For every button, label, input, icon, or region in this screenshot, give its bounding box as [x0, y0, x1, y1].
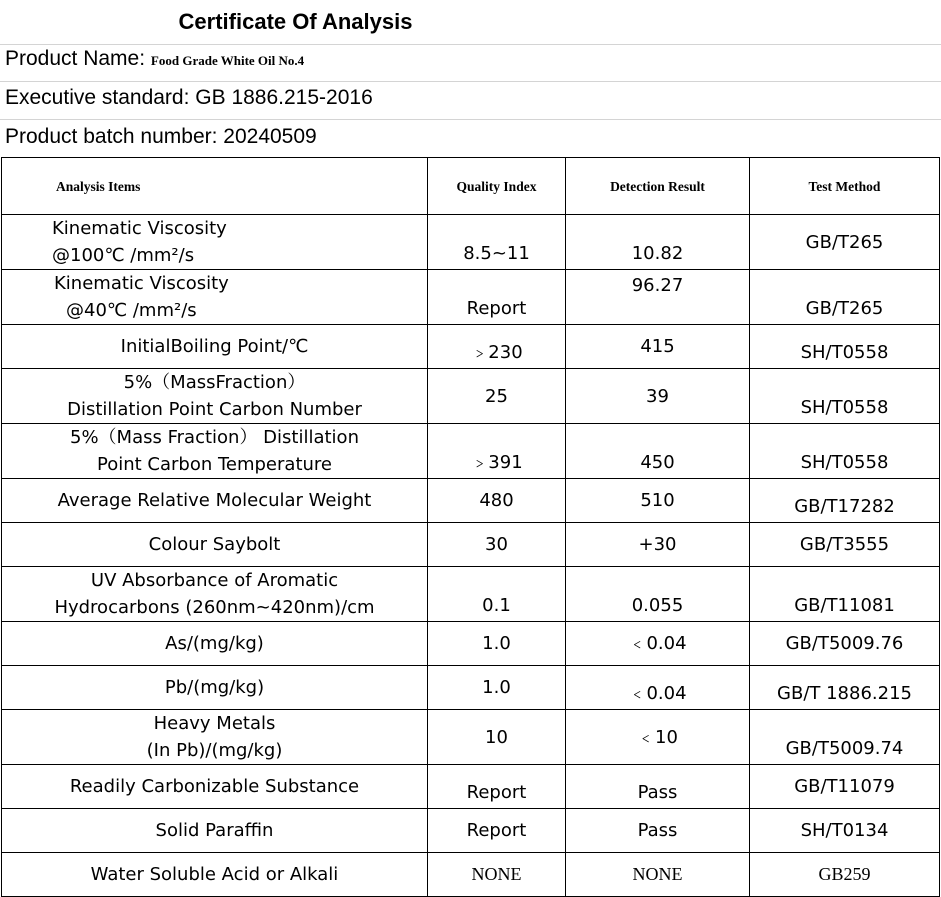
detection-result: +30: [566, 523, 750, 567]
test-method: GB/T5009.76: [750, 622, 940, 666]
quality-index: 10: [428, 710, 566, 765]
table-row: [2, 215, 940, 270]
product-name-line: [5, 47, 304, 71]
table-row: [2, 853, 940, 897]
analysis-table: [1, 157, 940, 897]
analysis-item: Solid Paraffin: [2, 809, 428, 853]
test-method: SH/T0558: [750, 424, 940, 479]
detection-result: 450: [566, 424, 750, 479]
item-line: (In Pb)/(mg/kg): [146, 740, 283, 761]
divider: [0, 44, 941, 45]
table-row: [2, 523, 940, 567]
item-line: 5%（Mass Fraction） Distillation: [70, 427, 359, 448]
analysis-item: Colour Saybolt: [2, 523, 428, 567]
detection-result: ﹤10: [566, 710, 750, 765]
analysis-item: [2, 424, 428, 479]
item-line: 5%（MassFraction）: [123, 372, 306, 393]
analysis-item: Water Soluble Acid or Alkali: [2, 853, 428, 897]
table-row: [2, 369, 940, 424]
item-line: Kinematic Viscosity: [54, 273, 229, 294]
detection-result: 39: [566, 369, 750, 424]
test-method: SH/T0558: [750, 369, 940, 424]
quality-index: 480: [428, 479, 566, 523]
detection-result: Pass: [566, 809, 750, 853]
table-row: [2, 325, 940, 369]
quality-index: 1.0: [428, 622, 566, 666]
analysis-item: Average Relative Molecular Weight: [2, 479, 428, 523]
quality-index: Report: [428, 270, 566, 325]
test-method: GB/T3555: [750, 523, 940, 567]
divider: [0, 81, 941, 82]
quality-index: 25: [428, 369, 566, 424]
analysis-item: [2, 710, 428, 765]
item-line: Heavy Metals: [153, 713, 276, 734]
item-line: Distillation Point Carbon Number: [67, 399, 362, 420]
table-row: [2, 809, 940, 853]
product-name-value: Food Grade White Oil No.4: [150, 53, 305, 68]
analysis-item: [2, 567, 428, 622]
header-analysis-items: Analysis Items: [2, 158, 428, 215]
test-method: GB/T11081: [750, 567, 940, 622]
header-detection-result: Detection Result: [566, 158, 750, 215]
test-method: GB/T17282: [750, 479, 940, 523]
detection-result: ﹤0.04: [566, 622, 750, 666]
batch-number: Product batch number: 20240509: [5, 125, 317, 148]
analysis-item: Pb/(mg/kg): [2, 666, 428, 710]
quality-index: 8.5~11: [428, 215, 566, 270]
header-test-method: Test Method: [750, 158, 940, 215]
quality-index: Report: [428, 809, 566, 853]
test-method: GB/T5009.74: [750, 710, 940, 765]
detection-result: 0.055: [566, 567, 750, 622]
detection-result: 10.82: [566, 215, 750, 270]
table-row: [2, 479, 940, 523]
item-line: @100℃ /mm²/s: [52, 245, 195, 266]
table-row: [2, 666, 940, 710]
table-header-row: [2, 158, 940, 215]
quality-index: Report: [428, 765, 566, 809]
item-line: UV Absorbance of Aromatic: [90, 570, 339, 591]
analysis-item: [2, 369, 428, 424]
analysis-item: As/(mg/kg): [2, 622, 428, 666]
analysis-item: Readily Carbonizable Substance: [2, 765, 428, 809]
item-line: Point Carbon Temperature: [96, 454, 332, 475]
executive-standard: Executive standard: GB 1886.215-2016: [5, 86, 373, 109]
quality-index: 0.1: [428, 567, 566, 622]
product-name-label: Product Name:: [5, 47, 151, 70]
test-method: SH/T0558: [750, 325, 940, 369]
table-row: [2, 567, 940, 622]
quality-index: 30: [428, 523, 566, 567]
item-line: Hydrocarbons (260nm~420nm)/cm: [54, 597, 375, 618]
analysis-item: [2, 215, 428, 270]
quality-index: ﹥391: [428, 424, 566, 479]
detection-result: 510: [566, 479, 750, 523]
item-line: Kinematic Viscosity: [52, 218, 227, 239]
detection-result: NONE: [566, 853, 750, 897]
item-line: @40℃ /mm²/s: [66, 300, 197, 321]
table-row: [2, 710, 940, 765]
quality-index: 1.0: [428, 666, 566, 710]
table-row: [2, 622, 940, 666]
test-method: GB/T265: [750, 215, 940, 270]
header-quality-index: Quality Index: [428, 158, 566, 215]
divider: [0, 119, 941, 120]
detection-result: 415: [566, 325, 750, 369]
table-row: [2, 765, 940, 809]
table-row: [2, 424, 940, 479]
detection-result: Pass: [566, 765, 750, 809]
quality-index: ﹥230: [428, 325, 566, 369]
test-method: GB/T 1886.215: [750, 666, 940, 710]
quality-index: NONE: [428, 853, 566, 897]
analysis-item: InitialBoiling Point/℃: [2, 325, 428, 369]
table-row: [2, 270, 940, 325]
detection-result: 96.27: [566, 270, 750, 325]
test-method: SH/T0134: [750, 809, 940, 853]
analysis-item: [2, 270, 428, 325]
detection-result: ﹤0.04: [566, 666, 750, 710]
test-method: GB259: [750, 853, 940, 897]
test-method: GB/T265: [750, 270, 940, 325]
document-title: Certificate Of Analysis: [178, 9, 413, 34]
test-method: GB/T11079: [750, 765, 940, 809]
